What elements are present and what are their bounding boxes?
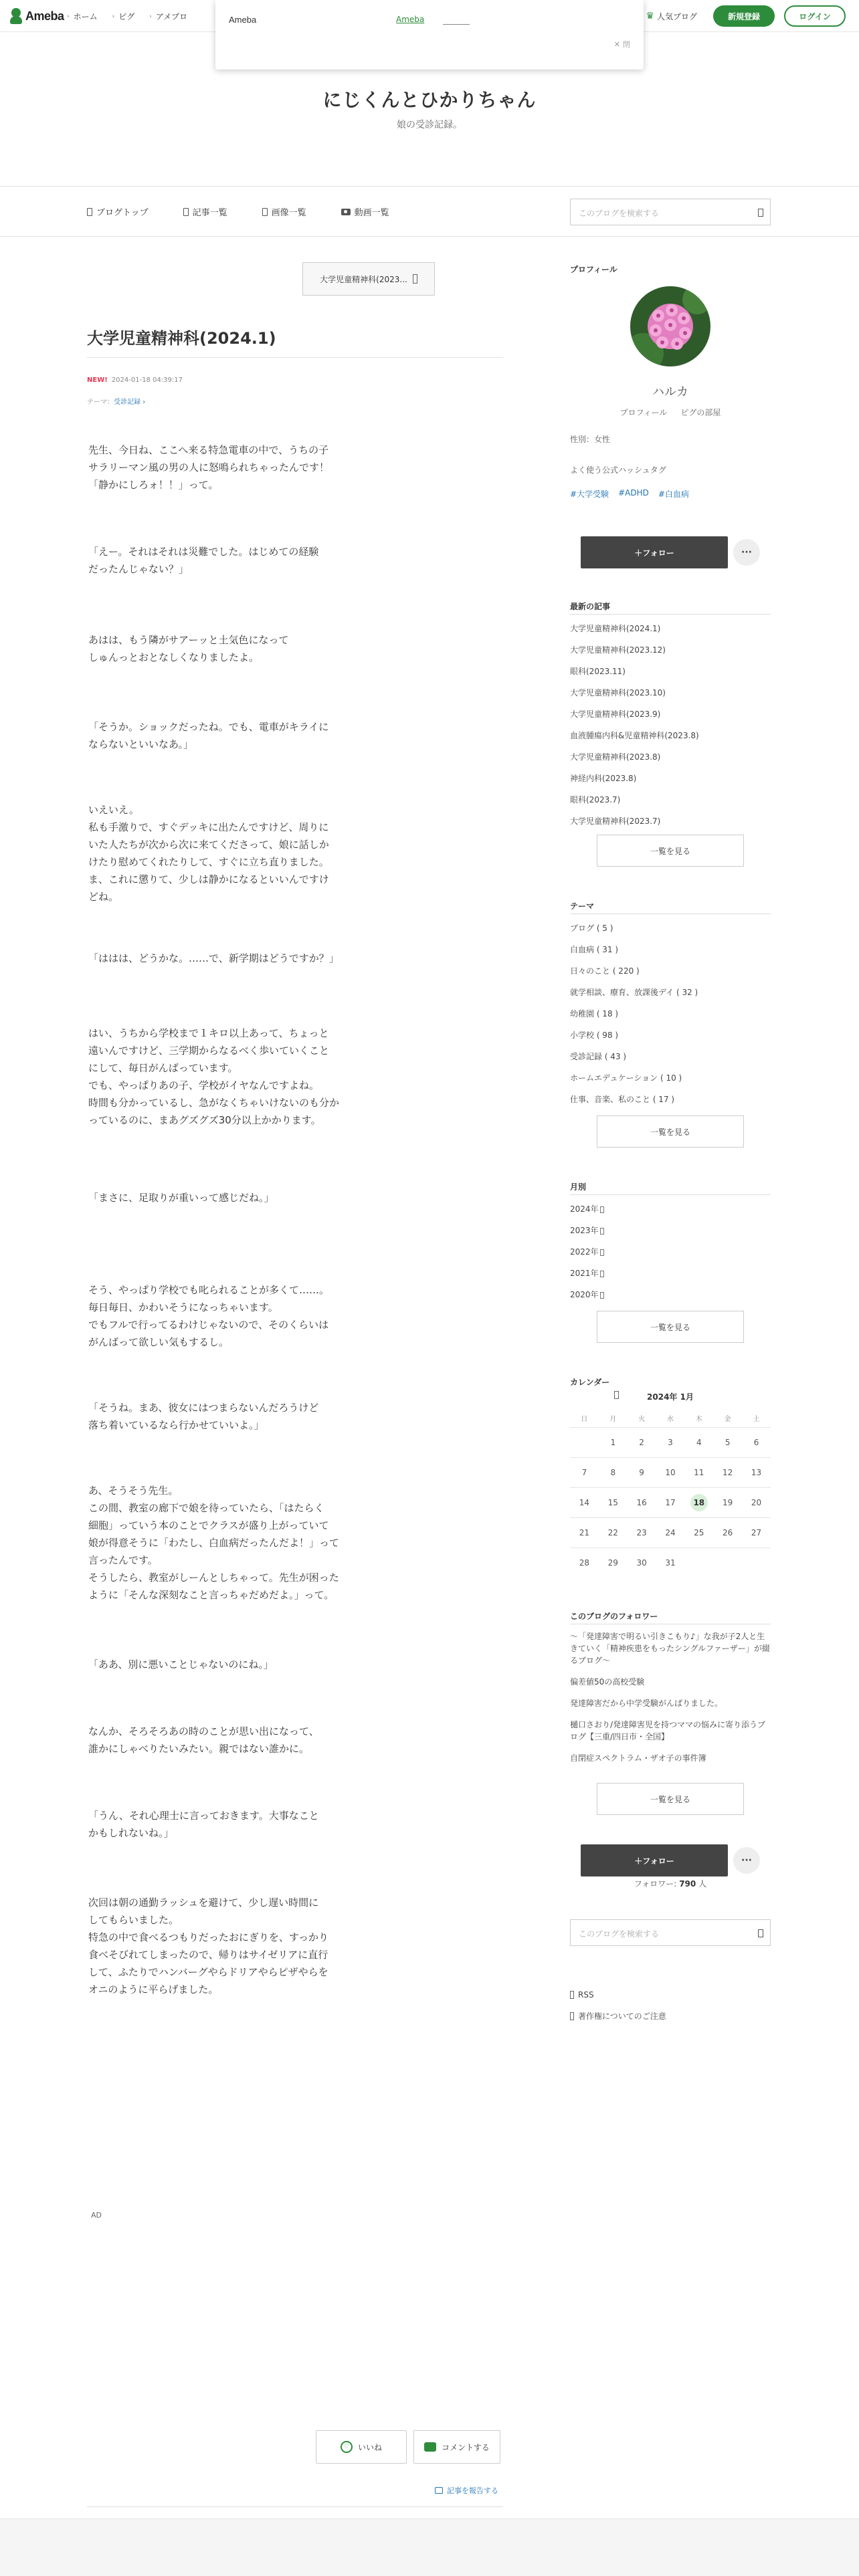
ameba-logo[interactable] [9, 7, 64, 25]
calendar-month-label: 2024年 1月 [647, 1392, 694, 1402]
calendar-weekday: 土 [753, 1416, 760, 1424]
blog-search-input[interactable] [570, 199, 771, 225]
article-theme [87, 396, 145, 406]
calendar-day[interactable] [684, 1517, 713, 1547]
profile-links [570, 407, 771, 418]
calendar-day[interactable] [713, 1517, 742, 1547]
recent-articles-list [570, 618, 771, 832]
article-paragraph: 先生、今日ね、ここへ来る特急電車の中で、うちの子 サラリーマン風の男の人に怒鳴られちゃったんです！ 「静かにしろォ！！」って。 [88, 444, 330, 491]
calendar-day[interactable] [599, 1487, 628, 1517]
theme-link[interactable]: 受診記録 ( 43 ) [570, 1052, 627, 1061]
month-link[interactable] [570, 1220, 771, 1241]
ad-brand: Ameba [229, 15, 257, 25]
document-icon [87, 208, 92, 216]
calendar-day-number: 19 [723, 1497, 733, 1507]
calendar-day[interactable] [628, 1547, 656, 1578]
nav-image-list-label: 画像一覧 [271, 208, 306, 218]
calendar-day[interactable] [742, 1487, 771, 1517]
like-icon: ♡ [341, 2441, 353, 2453]
theme-link[interactable]: ホームエデュケーション ( 10 ) [570, 1073, 682, 1083]
signup-button[interactable]: 新規登録 [713, 5, 775, 27]
calendar-day[interactable] [656, 1547, 685, 1578]
profile-name: ハルカ [652, 385, 688, 399]
calendar-week [570, 1457, 771, 1487]
article-paragraph: 次回は朝の通勤ラッシュを避けて、少し遅い時間に してもらいました。 特急の中で食べるつもりだったおにぎりを、すっかり 食べそびれてしまったので、帰りはサイゼリアに直行 して、ふたりでハンバーグやらドリアやらピザやらを オニのように平らげました。 [88, 1897, 328, 1996]
recent-article-link[interactable]: 眼科(2023.7) [570, 795, 621, 804]
popular-blogs-link[interactable] [646, 11, 697, 22]
blog-nav [0, 186, 859, 237]
follower-blog-link[interactable]: 樋口さおり/発達障害児を持つママの悩みに寄り添うブログ【三重/四日市・全国】 [570, 1720, 766, 1741]
theme-link[interactable]: ブログ ( 5 ) [570, 924, 613, 933]
comment-label: コメントする [442, 2442, 490, 2452]
month-label: 2020年 [570, 1290, 599, 1299]
calendar-weekday: 金 [724, 1416, 731, 1424]
nav-video-list-label: 動画一覧 [354, 208, 389, 218]
theme-link[interactable]: 幼稚園 ( 18 ) [570, 1009, 619, 1018]
follower-blog-link[interactable]: 発達障害だから中学受験がんばりました。 [570, 1699, 723, 1708]
article-bottom-divider [87, 2506, 503, 2507]
recent-article-link[interactable]: 大学児童精神科(2023.9) [570, 710, 661, 719]
calendar-day-number: 3 [668, 1437, 673, 1447]
calendar-day[interactable] [599, 1427, 628, 1457]
recent-article-link[interactable]: 大学児童精神科(2023.7) [570, 817, 661, 826]
title-divider [87, 357, 503, 358]
chevron-right-icon [413, 274, 417, 284]
calendar-weekday: 木 [695, 1416, 702, 1424]
calendar-day-number: 5 [725, 1437, 731, 1447]
calendar-day-number: 4 [696, 1437, 702, 1447]
theme-link[interactable]: 仕事、音楽、私のこと ( 17 ) [570, 1095, 675, 1104]
followers-see-all-button[interactable]: 一覧を見る [597, 1783, 744, 1815]
report-label: 記事を報告する [447, 2486, 498, 2495]
ad-label: AD [91, 2211, 102, 2220]
calendar-day[interactable] [713, 1427, 742, 1457]
calendar-day-number: 7 [581, 1467, 587, 1477]
calendar-day-number: 24 [665, 1527, 676, 1537]
ad-link[interactable]: Ameba [396, 15, 425, 24]
recent-article-link[interactable]: 大学児童精神科(2023.8) [570, 752, 661, 762]
popular-blogs-label: 人気ブログ [656, 11, 697, 21]
crown-icon: ♛ [646, 11, 654, 21]
calendar-day [713, 1547, 742, 1578]
chevron-right-icon: › [112, 13, 115, 20]
global-nav-ameblo-label: アメブロ [155, 12, 188, 21]
theme-link[interactable]: 日々のこと ( 220 ) [570, 966, 640, 976]
month-link[interactable] [570, 1284, 771, 1305]
ad-slot[interactable] [87, 2227, 503, 2401]
calendar-day-number: 28 [579, 1558, 590, 1568]
calendar-day-number: 16 [636, 1497, 647, 1507]
blog-description: 娘の受診記録。 [397, 120, 462, 130]
calendar-day-number: 20 [751, 1497, 762, 1507]
more-menu-icon[interactable]: ··· [733, 1847, 760, 1874]
calendar-day[interactable] [684, 1457, 713, 1487]
month-link[interactable] [570, 1198, 771, 1220]
calendar-day[interactable] [599, 1547, 628, 1578]
article-paragraph: 「うん、それ心理士に言っておきます。大事なこと かもしれないね。」 [88, 1810, 319, 1839]
hashtag-link[interactable]: #白血病 [658, 490, 689, 499]
calendar-day[interactable] [713, 1487, 742, 1517]
calendar-day[interactable] [570, 1457, 599, 1487]
calendar-day[interactable] [599, 1457, 628, 1487]
nav-blog-top[interactable] [87, 205, 149, 218]
calendar-day-number: 9 [639, 1467, 644, 1477]
month-label: 2023年 [570, 1226, 599, 1235]
chevron-down-icon [600, 1206, 604, 1213]
recent-article-link[interactable]: 大学児童精神科(2023.10) [570, 688, 666, 697]
calendar-day-number: 21 [579, 1527, 590, 1537]
global-nav [67, 11, 187, 22]
follower-count-label: フォロワー: [634, 1879, 677, 1889]
calendar-day-number: 8 [610, 1467, 616, 1477]
ad-overlay [215, 0, 644, 70]
previous-article-label: 大学児童精神科(2023... [320, 274, 407, 284]
sidebar-search-placeholder: このブログを検索する [579, 1929, 660, 1939]
report-article-link[interactable] [435, 2485, 498, 2496]
calendar-day[interactable] [628, 1457, 656, 1487]
rss-label: RSS [578, 1990, 594, 2000]
like-button[interactable] [316, 2430, 407, 2464]
month-label: 2021年 [570, 1269, 599, 1278]
more-menu-icon[interactable]: ··· [733, 539, 760, 566]
calendar-day-number: 18 [690, 1494, 708, 1511]
calendar-day[interactable] [628, 1487, 656, 1517]
article-date-value: 2024-01-18 04:39:17 [111, 377, 183, 384]
blog-title[interactable]: にじくんとひかりちゃん [322, 89, 537, 111]
recent-see-all-button[interactable]: 一覧を見る [597, 835, 744, 867]
calendar-day-number: 2 [639, 1437, 644, 1447]
calendar-day[interactable] [570, 1517, 599, 1547]
follower-count-value: 790 [679, 1879, 696, 1889]
follower-blog-link[interactable]: 〜「発達障害で明るい引きこもり♪」な我が子2人と生きていく「精神疾患をもったシングルファーザー」が綴るブログ〜 [570, 1632, 770, 1665]
calendar-week [570, 1517, 771, 1547]
month-label: 2024年 [570, 1204, 599, 1214]
calendar-day[interactable] [628, 1427, 656, 1457]
info-icon [570, 2012, 574, 2020]
global-nav-home-label: ホーム [73, 12, 98, 21]
global-nav-home[interactable] [67, 11, 98, 22]
profile-sex: 性別：女性 [570, 435, 611, 444]
recent-article-link[interactable]: 大学児童精神科(2023.12) [570, 645, 666, 655]
article-paragraph: 「ああ、別に悪いことじゃないのにね。」 [88, 1658, 274, 1671]
calendar-day-number: 10 [665, 1467, 676, 1477]
nav-video-list[interactable] [341, 205, 389, 218]
monthly-list [570, 1198, 771, 1305]
close-icon: ✕ [613, 40, 620, 49]
theme-list [570, 918, 771, 1110]
article-paragraph: 「まさに、足取りが重いって感じだね。」 [88, 1192, 274, 1204]
calendar-weekday: 火 [638, 1416, 646, 1424]
calendar-day[interactable] [742, 1517, 771, 1547]
new-badge: NEW! [87, 377, 108, 384]
search-icon[interactable] [758, 209, 763, 217]
calendar-day-number: 29 [607, 1558, 618, 1568]
calendar-day[interactable] [656, 1457, 685, 1487]
profile-avatar[interactable] [630, 286, 710, 366]
calendar-day-number: 30 [636, 1558, 647, 1568]
follower-count [570, 1878, 771, 1889]
chevron-down-icon [600, 1249, 604, 1256]
calendar-day-number: 6 [753, 1437, 759, 1447]
search-icon[interactable] [758, 1929, 763, 1937]
calendar-day-number: 17 [665, 1497, 676, 1507]
follow-button[interactable]: ＋フォロー [581, 1844, 728, 1876]
section-divider [570, 614, 771, 615]
copyright-label: 著作権についてのご注意 [578, 2012, 666, 2021]
chevron-down-icon [600, 1271, 604, 1277]
video-camera-icon [341, 209, 351, 215]
calendar-day[interactable] [713, 1457, 742, 1487]
nav-image-list[interactable] [262, 205, 306, 218]
monthly-see-all-button[interactable]: 一覧を見る [597, 1311, 744, 1343]
calendar-day-number: 27 [751, 1527, 762, 1537]
calendar-day[interactable] [599, 1517, 628, 1547]
login-button[interactable]: ログイン [784, 5, 846, 27]
calendar-day[interactable] [684, 1427, 713, 1457]
profile-heading: プロフィール [570, 265, 617, 274]
chevron-right-icon: › [149, 13, 152, 20]
calendar-day[interactable] [656, 1517, 685, 1547]
calendar-day[interactable] [742, 1427, 771, 1457]
chevron-right-icon: › [67, 13, 70, 20]
footer [0, 2518, 859, 2576]
calendar-weekday: 月 [609, 1416, 617, 1424]
follower-count-unit: 人 [698, 1879, 707, 1889]
hashtag-heading: よく使う公式ハッシュタグ [570, 465, 666, 475]
calendar-day[interactable] [570, 1487, 599, 1517]
theme-link[interactable]: 就学相談、療育、放課後デイ ( 32 ) [570, 988, 698, 997]
calendar-day-number: 31 [665, 1558, 676, 1568]
followers-list [570, 1630, 771, 1774]
calendar-week [570, 1547, 771, 1578]
global-nav-ameblo[interactable] [149, 11, 187, 22]
comment-button[interactable] [413, 2430, 500, 2464]
month-label: 2022年 [570, 1247, 599, 1257]
ad-close-button[interactable] [611, 39, 630, 49]
recent-article-link[interactable]: 神経内科(2023.8) [570, 774, 637, 783]
calendar-day-number: 11 [694, 1467, 704, 1477]
article-paragraph: あはは、もう隣がサアーッと土気色になって しゅんっとおとなしくなりましたよ。 [88, 634, 289, 663]
follow-button[interactable]: ＋フォロー [581, 536, 728, 568]
calendar-day[interactable] [628, 1517, 656, 1547]
article-title[interactable]: 大学児童精神科(2024.1) [87, 329, 276, 348]
theme-link[interactable]: 小学校 ( 98 ) [570, 1031, 619, 1040]
ameba-logo-text: Ameba [25, 9, 64, 23]
like-label: いいね [357, 2442, 382, 2452]
calendar-day-number: 1 [610, 1437, 616, 1447]
calendar-day-number: 12 [723, 1467, 733, 1477]
hashtag-link[interactable]: #ADHD [618, 488, 649, 498]
month-link[interactable] [570, 1241, 771, 1263]
blog-search-placeholder: このブログを検索する [579, 209, 660, 218]
article-paragraph: 「そうか。ショックだったね。でも、電車がキライに ならないといいなあ。」 [88, 721, 329, 750]
rss-link[interactable] [570, 1990, 594, 2000]
calendar-day[interactable] [684, 1487, 713, 1517]
monthly-heading: 月別 [570, 1182, 587, 1192]
nav-article-list[interactable] [183, 205, 227, 218]
article-paragraph: 「ははは、どうかな。……で、新学期はどうですか？」 [88, 952, 339, 964]
ad-divider [443, 24, 470, 25]
pigg-room-link[interactable]: ピグの部屋 [680, 408, 721, 417]
chevron-right-icon: › [142, 399, 146, 406]
calendar-day-number: 13 [751, 1467, 762, 1477]
article-paragraph: いえいえ。 私も手激りで、すぐデッキに出たんですけど、周りに いた人たちが次から次に来てくださって、娘に話しか けたり慰めてくれたりして、すぐに立ち直りました。 ま、これに懲りて、少しは静かになるといいんですけ どね。 [88, 804, 329, 903]
article-paragraph: そう、やっぱり学校でも叱られることが多くて……。 毎日毎日、かわいそうになっちゃいます。 でもフルで行ってるわけじゃないので、そのくらいは がんばって欲しい気もするし。 [88, 1284, 330, 1348]
hydrangea-avatar-image [630, 286, 710, 366]
article-paragraph: あ、そうそう先生。 この間、教室の廊下で娘を待っていたら、「はたらく 細胞」っていう本のことでクラスが盛り上がっていて 娘が得意そうに「わたし、白血病だったんだよ！」って 言ったんです。 そうしたら、教室がしーんとしちゃって。先生が困った ように「そんな深刻なこと言っちゃだめだよ。」って。 [88, 1485, 340, 1601]
calendar-weekday: 水 [666, 1416, 674, 1424]
recent-article-link[interactable]: 眼科(2023.11) [570, 667, 626, 676]
article-paragraph: なんか、そろそろあの時のことが思い出になって、 誰かにしゃべりたいみたい。親ではない誰かに。 [88, 1725, 319, 1755]
comment-icon [424, 2442, 436, 2452]
hashtag-list [570, 488, 689, 500]
calendar-day-number: 23 [636, 1527, 647, 1537]
list-icon [183, 208, 189, 216]
calendar-day-number: 14 [579, 1497, 590, 1507]
calendar-week [570, 1487, 771, 1517]
theme-heading: テーマ [570, 901, 595, 911]
theme-see-all-button[interactable]: 一覧を見る [597, 1115, 744, 1148]
calendar-day[interactable] [656, 1427, 685, 1457]
calendar-day[interactable] [656, 1487, 685, 1517]
calendar-day[interactable] [570, 1547, 599, 1578]
copyright-notice-link[interactable] [570, 2010, 666, 2022]
calendar-day [570, 1427, 599, 1457]
global-nav-pigg-label: ピグ [118, 12, 135, 21]
theme-link[interactable]: 白血病 ( 31 ) [570, 945, 619, 954]
sidebar-search-input[interactable] [570, 1919, 771, 1946]
theme-label: テーマ： [87, 399, 114, 406]
article-paragraph: 「えー。それはそれは災難でした。はじめての経験 だったんじゃない？」 [88, 546, 319, 575]
article-paragraph: はい、うちから学校まで１キロ以上あって、ちょっと 遠いんですけど、三学期からなるべく歩いていくこと にして、毎日がんばっています。 でも、やっぱりあの子、学校がイヤなんですよね。 時間も分かっているし、急がなくちゃいけないのも分か っているのに、まあグズグズ30分以上かかります。 [88, 1027, 340, 1126]
calendar-day-number: 25 [694, 1527, 704, 1537]
recent-article-link[interactable]: 血液腫瘍内科&児童精神科(2023.8) [570, 731, 699, 740]
ad-close-label: 閉 [623, 40, 630, 49]
recent-article-link[interactable]: 大学児童精神科(2024.1) [570, 624, 661, 633]
calendar-heading: カレンダー [570, 1378, 610, 1387]
previous-article-button[interactable] [302, 262, 435, 296]
calendar-week [570, 1427, 771, 1457]
theme-link[interactable]: 受診記録 [114, 399, 140, 406]
chevron-down-icon [600, 1292, 604, 1299]
calendar-day-number: 26 [723, 1527, 733, 1537]
article-date [87, 377, 183, 384]
ameba-logo-icon [9, 8, 23, 24]
article-paragraph: 「そうね。まあ、彼女にはつまらないんだろうけど 落ち着いているなら行かせていいよ。」 [88, 1402, 319, 1431]
calendar-table [570, 1410, 771, 1578]
follower-blog-link[interactable]: 自閉症スペクトラム・ザオ子の事件簿 [570, 1753, 706, 1763]
follower-blog-link[interactable]: 偏差値50の高校受験 [570, 1677, 645, 1687]
section-divider [570, 1194, 771, 1195]
calendar-day [742, 1547, 771, 1578]
calendar-day[interactable] [742, 1457, 771, 1487]
report-icon [435, 2487, 443, 2494]
nav-blog-top-label: ブログトップ [96, 208, 149, 218]
calendar-day-number: 22 [607, 1527, 618, 1537]
header-actions [646, 5, 846, 27]
recent-articles-heading: 最新の記事 [570, 602, 611, 611]
image-icon [262, 208, 268, 216]
nav-article-list-label: 記事一覧 [192, 208, 227, 218]
hashtag-link[interactable]: #大学受験 [570, 490, 609, 499]
calendar-day [684, 1547, 713, 1578]
global-nav-pigg[interactable] [112, 11, 135, 22]
month-link[interactable] [570, 1263, 771, 1284]
followers-heading: このブログのフォロワー [570, 1612, 658, 1621]
rss-icon [570, 1991, 574, 1999]
calendar-day-number: 15 [607, 1497, 618, 1507]
profile-link[interactable]: プロフィール [619, 408, 668, 417]
calendar-weekday: 日 [581, 1416, 588, 1424]
chevron-down-icon [600, 1228, 604, 1235]
